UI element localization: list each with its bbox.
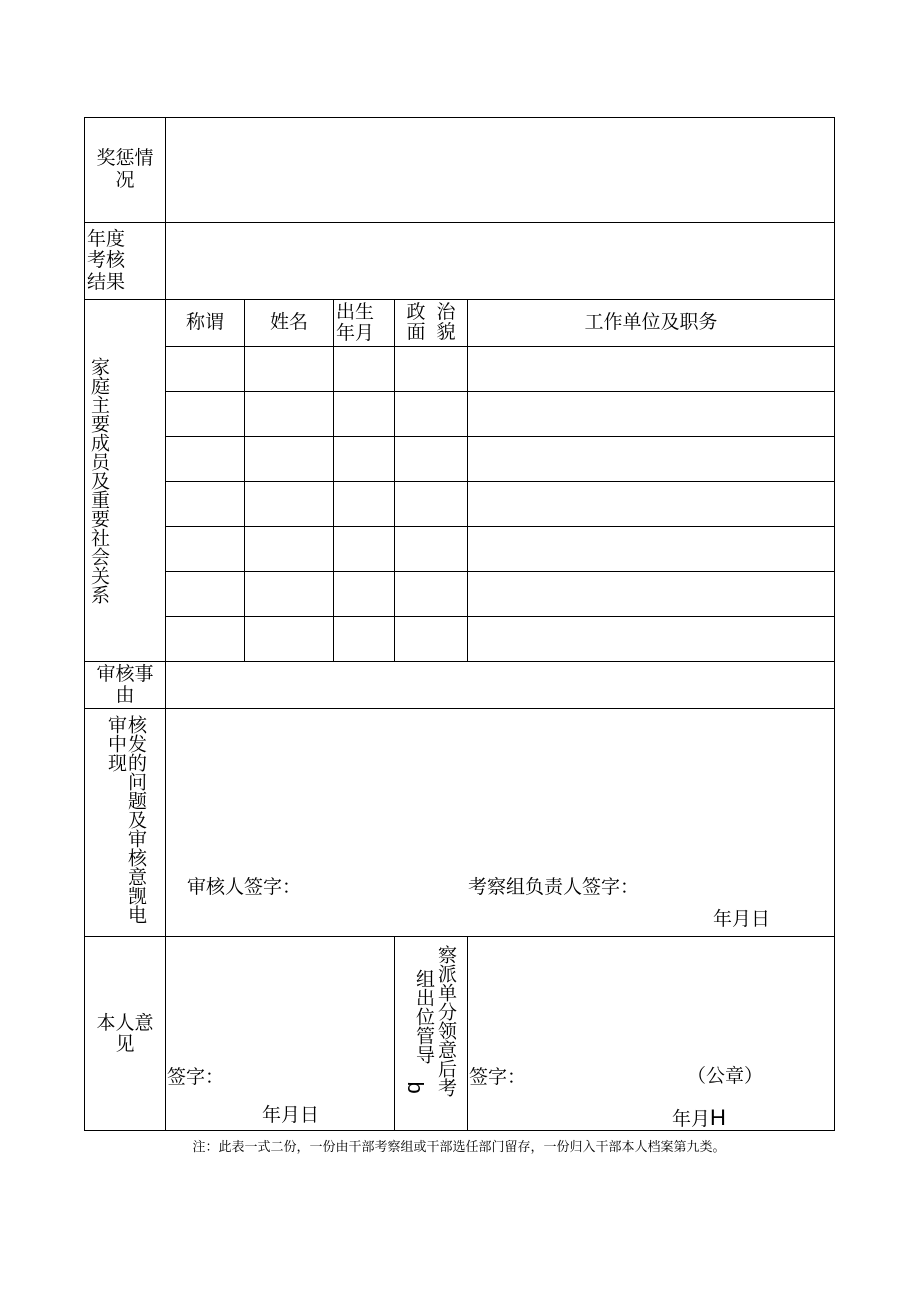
- self-opinion-value: [166, 937, 395, 1131]
- title-cell[interactable]: [166, 392, 245, 437]
- birth-cell[interactable]: [334, 617, 395, 662]
- work-cell[interactable]: [468, 437, 835, 482]
- footnote: 注：此表一式二份，一份由干部考察组或干部选任部门留存，一份归入干部本人档案第九类。: [192, 1140, 726, 1155]
- form-table: [84, 117, 835, 1131]
- birth-cell[interactable]: [334, 482, 395, 527]
- title-cell[interactable]: [166, 347, 245, 392]
- work-cell[interactable]: [468, 482, 835, 527]
- title-cell[interactable]: [166, 437, 245, 482]
- work-cell[interactable]: [468, 572, 835, 617]
- family-label-cell: [85, 300, 166, 662]
- political-cell[interactable]: [395, 437, 468, 482]
- work-cell[interactable]: [468, 527, 835, 572]
- birth-cell[interactable]: [334, 347, 395, 392]
- political-cell[interactable]: [395, 482, 468, 527]
- issues-row: [85, 709, 835, 937]
- political-cell[interactable]: [395, 527, 468, 572]
- cadre-review-form: [84, 117, 834, 1131]
- header-political: 政 治 面 貌: [395, 300, 468, 347]
- name-cell[interactable]: [245, 572, 334, 617]
- birth-cell[interactable]: [334, 437, 395, 482]
- name-cell[interactable]: [245, 392, 334, 437]
- name-cell[interactable]: [245, 617, 334, 662]
- political-cell[interactable]: [395, 392, 468, 437]
- title-cell[interactable]: [166, 617, 245, 662]
- work-cell[interactable]: [468, 617, 835, 662]
- name-cell[interactable]: [245, 437, 334, 482]
- self-date: 年月日: [262, 1104, 320, 1126]
- work-cell[interactable]: [468, 347, 835, 392]
- table-row: [85, 572, 835, 617]
- issues-label-cell: [85, 709, 166, 937]
- header-name: 姓名: [245, 300, 334, 347]
- annual-review-value[interactable]: [166, 223, 835, 300]
- dept-opinion-b-glyph: b: [402, 1081, 428, 1094]
- self-opinion-label: 本人意见: [96, 1011, 154, 1055]
- annual-review-row: [85, 223, 835, 300]
- title-cell[interactable]: [166, 572, 245, 617]
- header-birth: 出生年月: [334, 300, 395, 347]
- title-cell[interactable]: [166, 482, 245, 527]
- birth-cell[interactable]: [334, 572, 395, 617]
- table-row: [85, 347, 835, 392]
- header-work: 工作单位及职务: [468, 300, 835, 347]
- audit-reason-value[interactable]: [166, 662, 835, 709]
- annual-review-label: 年度考核结果: [85, 223, 166, 300]
- dept-opinion-label-col1: 察派单分领意后考: [435, 945, 457, 1097]
- issues-value: [166, 709, 835, 937]
- work-cell[interactable]: [468, 392, 835, 437]
- rewards-label: 奖惩情况: [85, 118, 166, 223]
- issues-date: 年月日: [713, 908, 771, 930]
- self-sign-label: 签字：: [167, 1066, 225, 1088]
- family-header-row: [85, 300, 835, 347]
- audit-reason-row: [85, 662, 835, 709]
- table-row: [85, 617, 835, 662]
- dept-opinion-label-col2: 组出位管导: [413, 969, 435, 1064]
- birth-cell[interactable]: [334, 527, 395, 572]
- leader-sign-label: 考察组负责人签字：: [468, 876, 640, 898]
- title-cell[interactable]: [166, 527, 245, 572]
- table-row: [85, 527, 835, 572]
- dept-opinion-label-cell: [395, 937, 468, 1131]
- name-cell[interactable]: [245, 527, 334, 572]
- header-title: 称谓: [166, 300, 245, 347]
- political-cell[interactable]: [395, 572, 468, 617]
- audit-reason-label: 审核事由: [85, 662, 166, 709]
- name-cell[interactable]: [245, 347, 334, 392]
- table-row: [85, 437, 835, 482]
- issues-label: 核发的问题及审核意觊电审中现: [105, 714, 147, 924]
- rewards-row: [85, 118, 835, 223]
- political-cell[interactable]: [395, 347, 468, 392]
- dept-seal-label: （公章）: [687, 1065, 764, 1087]
- dept-date: 年月H: [672, 1105, 726, 1130]
- dept-sign-label: 签字：: [469, 1066, 527, 1088]
- political-cell[interactable]: [395, 617, 468, 662]
- opinion-row: [85, 937, 835, 1131]
- rewards-value[interactable]: [166, 118, 835, 223]
- dept-opinion-value: [468, 937, 835, 1131]
- reviewer-sign-label: 审核人签字：: [187, 876, 302, 898]
- family-label: 家庭主要成员及重要社会关系: [88, 357, 110, 604]
- table-row: [85, 482, 835, 527]
- table-row: [85, 392, 835, 437]
- self-opinion-label-cell: [85, 937, 166, 1131]
- birth-cell[interactable]: [334, 392, 395, 437]
- name-cell[interactable]: [245, 482, 334, 527]
